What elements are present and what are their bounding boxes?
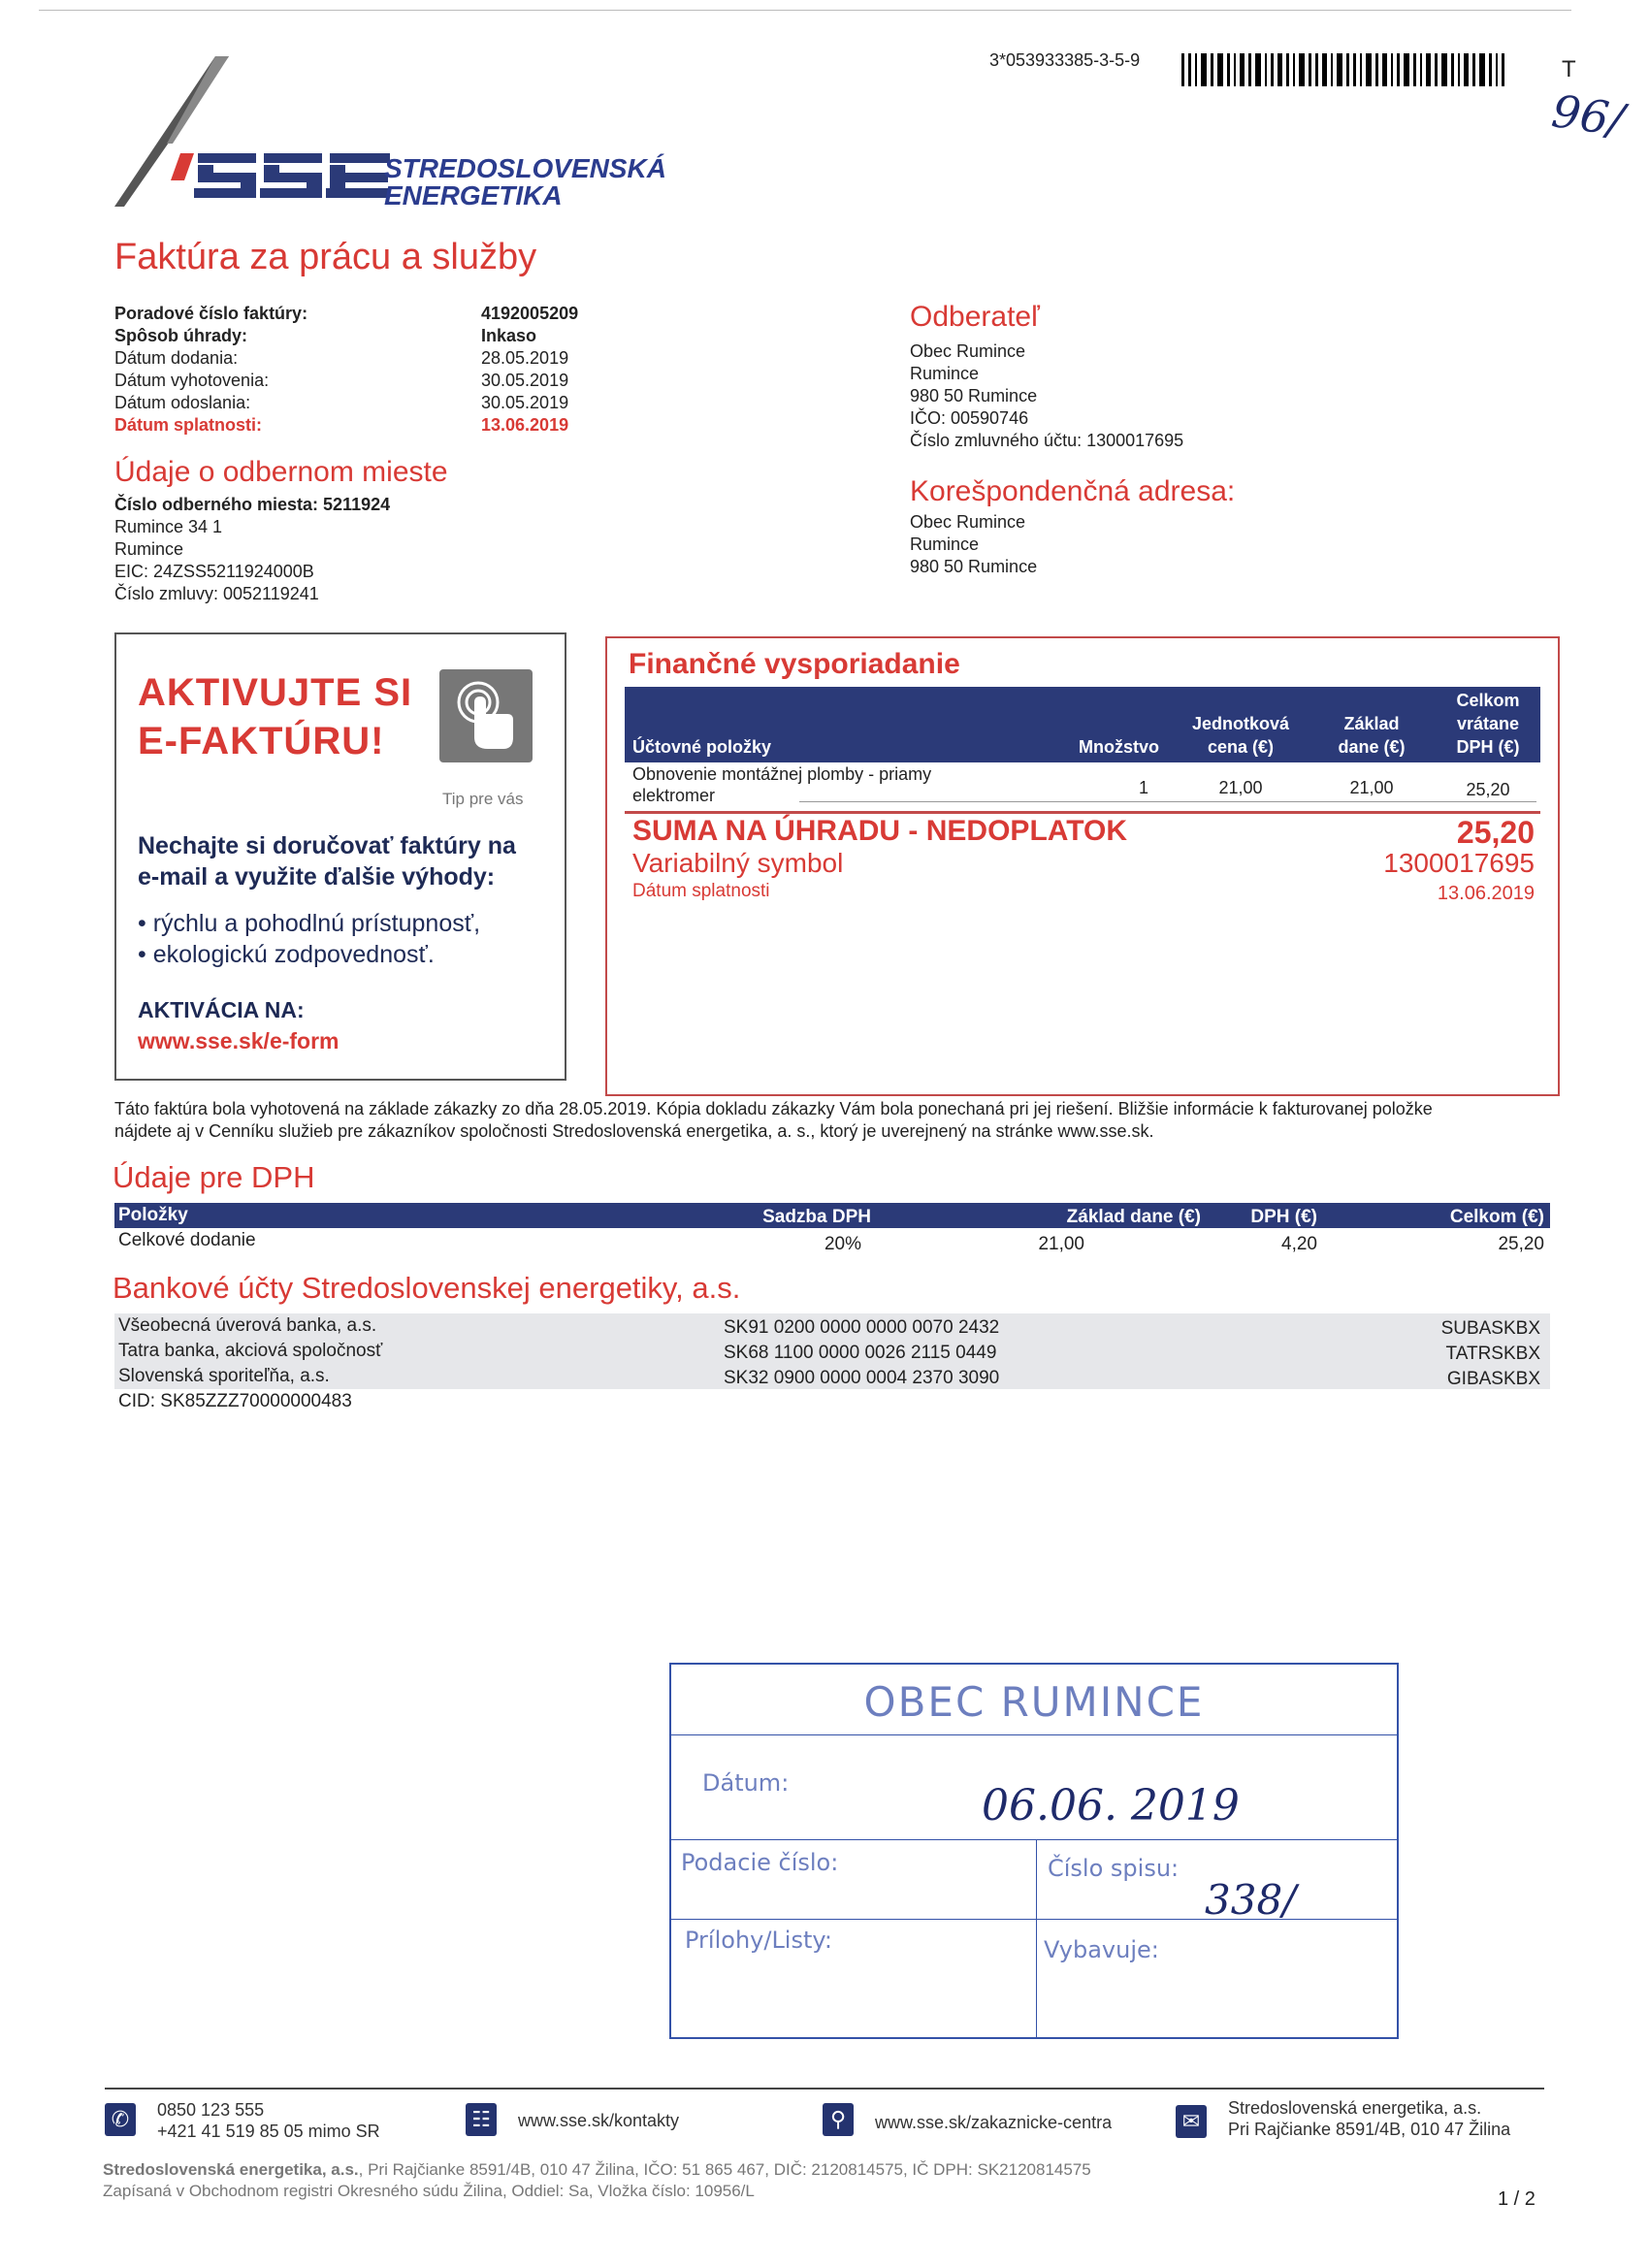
vat-col-base: Základ dane (€) <box>1066 1207 1201 1227</box>
stamp-handler-label: Vybavuje: <box>1044 1936 1159 1963</box>
promo-title-line1: AKTIVUJTE SI <box>138 671 413 714</box>
corner-handwriting: 96/ <box>1548 84 1628 146</box>
vat-col-total: Celkom (€) <box>1449 1207 1544 1227</box>
bank-iban: SK32 0900 0000 0004 2370 3090 <box>724 1368 1000 1388</box>
invoice-title: Faktúra za prácu a služby <box>114 237 537 277</box>
promo-title-line2: E-FAKTÚRU! <box>138 720 385 762</box>
bank-row <box>114 1364 1550 1389</box>
e-invoice-promo <box>114 632 566 1081</box>
footer-rule <box>105 2088 1544 2090</box>
item-base: 21,00 <box>1349 778 1394 797</box>
sum-rule <box>625 811 1540 814</box>
col-items: Účtovné položky <box>632 737 772 757</box>
col-qty: Množstvo <box>1079 737 1159 757</box>
correspondence-line: 980 50 Rumince <box>910 557 1038 576</box>
postal-line: Pri Rajčianke 8591/4B, 010 47 Žilina <box>1228 2120 1511 2139</box>
col-unit-line1: Jednotková <box>1191 714 1290 733</box>
customer-line: Číslo zmluvného účtu: 1300017695 <box>910 431 1184 450</box>
item-total: 25,20 <box>1466 780 1510 799</box>
footer-phones <box>157 2099 380 2142</box>
info-row: Poradové číslo faktúry: 4192005209 <box>114 304 579 323</box>
promo-bullet: • ekologickú zodpovednosť. <box>138 941 435 968</box>
col-total-line3: DPH (€) <box>1456 737 1520 757</box>
consumption-point-line: Číslo odberného miesta: 5211924 <box>114 495 391 514</box>
col-unit-line2: cena (€) <box>1207 737 1275 757</box>
due-date-label: Dátum splatnosti <box>632 881 770 901</box>
bank-name: Tatra banka, akciová spoločnosť <box>118 1341 383 1361</box>
due-date-value: 13.06.2019 <box>1437 883 1535 904</box>
phone-icon: ✆ <box>105 2103 136 2136</box>
bank-row <box>114 1339 1550 1364</box>
activation-label: AKTIVÁCIA NA: <box>138 997 305 1022</box>
note-line: Táto faktúra bola vyhotovená na základe zákazky zo dňa 28.05.2019. Kópia dokladu zákazky Vám bola ponechaná pri jej riešení. Bližšie informácie k fakturovanej položke <box>114 1099 1433 1118</box>
touch-hand-icon <box>439 669 533 762</box>
stamp-file-number-value: 338/ <box>1205 1876 1297 1924</box>
stamp-date-value: 06.06. 2019 <box>982 1781 1240 1831</box>
tip-label: Tip pre vás <box>442 790 524 808</box>
promo-bullet: • rýchlu a pohodlnú prístupnosť, <box>138 910 481 937</box>
settlement-row <box>625 764 1540 809</box>
consumption-point-line: EIC: 24ZSS5211924000B <box>114 562 314 581</box>
legal-line: Stredoslovenská energetika, a.s., Pri Rajčianke 8591/4B, 010 47 Žilina, IČO: 51 865 467, DIČ: 2120814575, IČ DPH: SK2120814575 <box>103 2160 1091 2179</box>
contact-card-icon: ☷ <box>466 2103 497 2136</box>
corner-letter: T <box>1562 56 1576 82</box>
activation-link[interactable]: www.sse.sk/e-form <box>138 1028 340 1053</box>
phone-number-abroad[interactable]: +421 41 519 85 05 mimo SR <box>157 2122 380 2141</box>
item-name-line2: elektromer <box>632 786 716 805</box>
consumption-point-line: Číslo zmluvy: 0052119241 <box>114 584 319 603</box>
consumption-point-line: Rumince <box>114 539 184 559</box>
stamp-title: OBEC RUMINCE <box>863 1678 1205 1726</box>
invoice-info <box>114 304 619 437</box>
item-qty: 1 <box>1138 778 1148 797</box>
info-row: Dátum vyhotovenia: 30.05.2019 <box>114 371 569 390</box>
item-name-line1: Obnovenie montážnej plomby - priamy <box>632 764 932 784</box>
info-row-due: Dátum splatnosti: 13.06.2019 <box>114 415 569 435</box>
customer-line: Rumince <box>910 364 980 383</box>
stamp-date-label: Dátum: <box>702 1769 790 1797</box>
bank-name: Všeobecná úverová banka, a.s. <box>118 1315 377 1336</box>
stamp-attachments-label: Prílohy/Listy: <box>685 1927 832 1954</box>
creditor-id-row <box>114 1389 1550 1414</box>
customer-line: Obec Rumince <box>910 341 1026 361</box>
barcode <box>1181 53 1523 86</box>
top-rule <box>39 10 1571 11</box>
vat-row <box>114 1228 1550 1255</box>
bank-accounts-heading: Bankové účty Stredoslovenskej energetiky, a.s. <box>113 1271 741 1305</box>
reference-code: 3*053933385-3-5-9 <box>989 50 1141 70</box>
page-number: 1 / 2 <box>1498 2188 1536 2210</box>
row-rule <box>799 801 1536 802</box>
correspondence-details <box>910 512 1037 579</box>
col-total-line2: vrátane <box>1456 714 1520 733</box>
vat-col-vat: DPH (€) <box>1250 1207 1317 1227</box>
consumption-point-heading: Údaje o odbernom mieste <box>114 456 448 488</box>
vat-table-header <box>114 1203 1550 1228</box>
legal-info <box>103 2159 1091 2202</box>
variable-symbol-value: 1300017695 <box>1383 848 1535 878</box>
bank-bic: SUBASKBX <box>1440 1318 1540 1339</box>
financial-settlement <box>605 636 1560 1096</box>
item-unit-price: 21,00 <box>1218 778 1263 797</box>
bank-iban: SK91 0200 0000 0000 0070 2432 <box>724 1317 1000 1338</box>
bank-iban: SK68 1100 0000 0026 2115 0449 <box>724 1343 997 1363</box>
info-row: Dátum dodania: 28.05.2019 <box>114 348 569 368</box>
registry-stamp <box>669 1663 1399 2039</box>
correspondence-line: Rumince <box>910 535 980 554</box>
envelope-icon: ✉ <box>1176 2105 1207 2138</box>
bank-bic: GIBASKBX <box>1446 1369 1540 1389</box>
vat-row-base: 21,00 <box>1038 1234 1084 1254</box>
customer-centers-link[interactable]: www.sse.sk/zakaznicke-centra <box>875 2113 1113 2132</box>
vat-row-total: 25,20 <box>1498 1234 1544 1254</box>
correspondence-line: Obec Rumince <box>910 512 1026 532</box>
bank-accounts-table <box>114 1313 1550 1414</box>
footer-postal-address <box>1228 2097 1510 2140</box>
vat-row-vat: 4,20 <box>1281 1234 1317 1254</box>
legal-line: Zapísaná v Obchodnom registri Okresného súdu Žilina, Oddiel: Sa, Vložka číslo: 10956/L <box>103 2182 755 2200</box>
customer-heading: Odberateľ <box>910 301 1040 333</box>
promo-text-line1: Nechajte si doručovať faktúry na <box>138 832 516 859</box>
location-pin-icon: ⚲ <box>823 2103 854 2136</box>
bank-name: Slovenská sporiteľňa, a.s. <box>118 1366 330 1386</box>
sse-logo <box>114 56 666 211</box>
col-base-line2: dane (€) <box>1338 737 1406 757</box>
stamp-file-number-label: Číslo spisu: <box>1048 1855 1180 1882</box>
postal-line: Stredoslovenská energetika, a.s. <box>1228 2098 1482 2118</box>
variable-symbol-label: Variabilný symbol <box>632 848 844 878</box>
creditor-id: CID: SK85ZZZ70000000483 <box>118 1391 352 1411</box>
stamp-registration-label: Podacie číslo: <box>681 1849 839 1876</box>
bank-bic: TATRSKBX <box>1445 1344 1540 1364</box>
logo-name-line1: STREDOSLOVENSKÁ <box>384 153 666 183</box>
settlement-table-header <box>625 687 1540 762</box>
sum-label: SUMA NA ÚHRADU - NEDOPLATOK <box>632 815 1127 847</box>
customer-line: 980 50 Rumince <box>910 386 1038 405</box>
sum-value: 25,20 <box>1456 815 1535 850</box>
consumption-point-details <box>114 495 390 606</box>
promo-text-line2: e-mail a využite ďalšie výhody: <box>138 863 496 891</box>
settlement-heading: Finančné vysporiadanie <box>629 648 960 680</box>
info-row: Spôsob úhrady: Inkaso <box>114 326 537 345</box>
vat-col-items: Položky <box>118 1205 188 1225</box>
customer-line: IČO: 00590746 <box>910 408 1029 428</box>
bank-row <box>114 1313 1550 1339</box>
invoice-note <box>114 1098 1433 1143</box>
col-total-line1: Celkom <box>1456 691 1520 710</box>
vat-row-items: Celkové dodanie <box>118 1230 256 1250</box>
consumption-point-line: Rumince 34 1 <box>114 517 223 536</box>
correspondence-heading: Korešpondenčná adresa: <box>910 475 1236 507</box>
contacts-link[interactable]: www.sse.sk/kontakty <box>518 2111 680 2130</box>
info-row: Dátum odoslania: 30.05.2019 <box>114 393 569 412</box>
logo-name-line2: ENERGETIKA <box>384 180 563 211</box>
vat-row-rate: 20% <box>824 1234 861 1254</box>
vat-heading: Údaje pre DPH <box>113 1160 315 1194</box>
col-base-line1: Základ <box>1343 714 1400 733</box>
vat-col-rate: Sadzba DPH <box>762 1207 871 1227</box>
note-line: nájdete aj v Cenníku služieb pre zákazníkov spoločnosti Stredoslovenská energetika, a. s., ktorý je uverejnený na stránke www.sse.sk. <box>114 1121 1154 1141</box>
customer-details <box>910 341 1183 453</box>
phone-number[interactable]: 0850 123 555 <box>157 2100 265 2120</box>
